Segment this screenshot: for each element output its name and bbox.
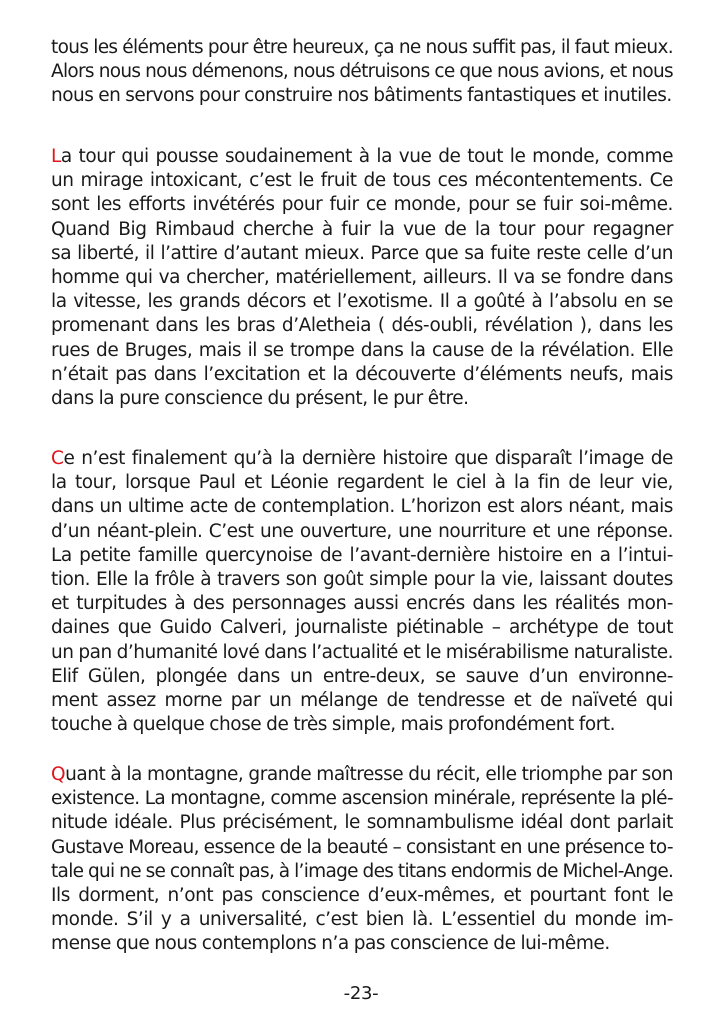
text-line: La petite famille quercynoise de l’avant-dernière histoire en a l’intui- <box>51 544 673 566</box>
text-line: ment assez morne par un mélange de tendresse et de naïveté qui <box>51 689 673 711</box>
text-line: touche à quelque chose de très simple, mais profondément fort. <box>51 714 616 736</box>
text-line: nitude idéale. Plus précisément, le somnambulisme idéal dont parlait <box>51 812 673 834</box>
text-line: et turpitudes à des personnages aussi encrés dans les réalités mon- <box>51 593 673 615</box>
drop-cap-letter: C <box>51 448 64 469</box>
text-line: rues de Bruges, mais il se trompe dans la cause de la révélation. Elle <box>51 339 673 361</box>
text-line <box>51 145 673 169</box>
text-line: dans un ultime acte de contemplation. L’horizon est alors néant, mais <box>51 496 673 518</box>
text-line: dans la pure conscience du présent, le pur être. <box>51 387 469 409</box>
text-line: d’un néant-plein. C’est une ouverture, une nourriture et une réponse. <box>51 520 673 542</box>
text-line: tion. Elle la frôle à travers son goût simple pour la vie, laissant doutes <box>51 568 673 590</box>
text-line: mense que nous contemplons n’a pas conscience de lui-même. <box>51 933 610 955</box>
text-line: tale qui ne se connaît pas, à l’image des titans endormis de Michel-Ange. <box>51 860 674 882</box>
text-line: monde. S’il y a universalité, c’est bien là. L’essentiel du monde im- <box>51 909 673 931</box>
text-line: Elif Gülen, plongée dans un entre-deux, se sauve d’un environne- <box>51 665 673 687</box>
drop-cap-letter: L <box>51 146 61 167</box>
text-line: Alors nous nous démenons, nous détruisons ce que nous avions, et nous <box>51 61 673 83</box>
text-line <box>51 447 673 471</box>
paragraph-4 <box>51 763 673 957</box>
text-line-content: e n’est finalement qu’à la dernière histoire que disparaît l’image de <box>63 448 673 469</box>
text-line: sa liberté, il l’attire d’autant mieux. Parce que sa fuite reste celle d’un <box>51 242 673 264</box>
text-line: Quand Big Rimbaud cherche à fuir la vue de la tour pour regagner <box>51 218 673 240</box>
text-line: promenant dans les bras d’Aletheia ( dés-oubli, révélation ), dans les <box>51 315 673 337</box>
text-line: tous les éléments pour être heureux, ça ne nous suffit pas, il faut mieux. <box>51 37 673 58</box>
text-line: sont les efforts invétérés pour fuir ce monde, pour se fuir soi-même. <box>51 194 673 216</box>
paragraph-3 <box>51 447 673 737</box>
paragraph-1 <box>51 36 673 109</box>
text-line: daines que Guido Calveri, journaliste piétinable – archétype de tout <box>51 617 673 639</box>
text-line-content: a tour qui pousse soudainement à la vue de tout le monde, comme <box>60 146 673 167</box>
text-line <box>51 763 673 787</box>
text-line: n’était pas dans l’excitation et la découverte d’éléments neufs, mais <box>51 363 673 385</box>
text-line: un pan d’humanité lové dans l’actualité et le misérabilisme naturaliste. <box>51 641 673 663</box>
text-line: Gustave Moreau, essence de la beauté – consistant en une présence to- <box>51 836 673 858</box>
text-line-content: uant à la montagne, grande maîtresse du récit, elle triomphe par son <box>65 764 673 785</box>
text-line: nous en servons pour construire nos bâtiments fantastiques et inutiles. <box>51 85 672 107</box>
text-line: homme qui va chercher, matériellement, ailleurs. Il va se fondre dans <box>51 266 673 288</box>
text-line: un mirage intoxicant, c’est le fruit de tous ces mécontentements. Ce <box>51 170 673 192</box>
text-line: Ils dorment, n’ont pas conscience d’eux-mêmes, et pourtant font le <box>51 884 673 906</box>
drop-cap-letter: Q <box>51 764 66 785</box>
text-line: la vitesse, les grands décors et l’exotisme. Il a goûté à l’absolu en se <box>51 291 673 313</box>
text-line: la tour, lorsque Paul et Léonie regardent le ciel à la fin de leur vie, <box>51 472 673 494</box>
page-number: -23- <box>343 983 379 1004</box>
paragraph-2 <box>51 145 673 411</box>
text-line: existence. La montagne, comme ascension minérale, représente la plé- <box>51 788 673 810</box>
